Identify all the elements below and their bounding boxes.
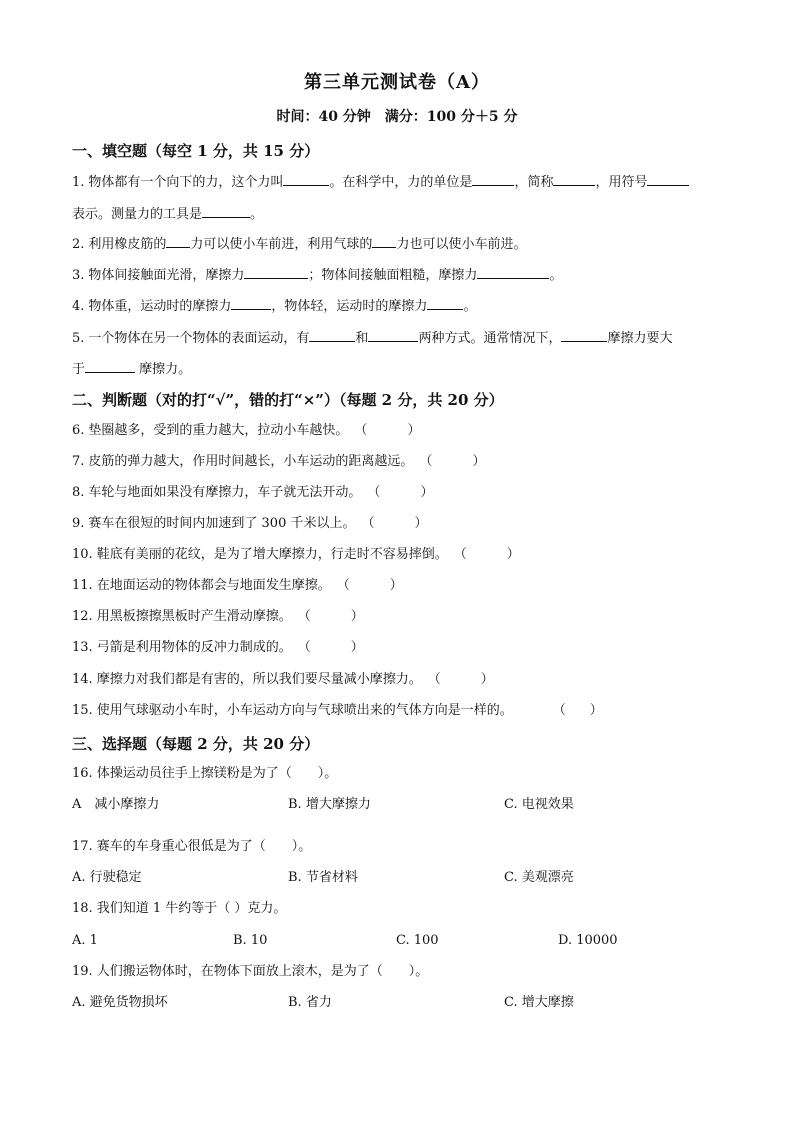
question-number: 10. <box>72 547 93 562</box>
question-text: 。 <box>250 207 264 222</box>
answer-blank[interactable] <box>372 234 396 248</box>
question-number: 3. <box>72 268 85 283</box>
option-c[interactable]: C. 电视效果 <box>504 797 574 812</box>
question-number: 16. <box>72 766 93 781</box>
answer-blank[interactable] <box>166 234 190 248</box>
question-number: 18. <box>72 901 93 916</box>
section-heading-true-false: 二、判断题（对的打“√”，错的打“×”）（每题 2 分，共 20 分） <box>72 391 504 409</box>
answer-parentheses[interactable]: （ ） <box>297 640 364 655</box>
question-5-line-2 <box>72 359 191 379</box>
question-number: 19. <box>72 964 93 979</box>
question-text: 在地面运动的物体都会与地面发生摩擦。 <box>96 578 331 593</box>
answer-blank[interactable] <box>477 265 549 279</box>
question-text: 摩擦力对我们都是有害的，所以我们要尽量减小摩擦力。 <box>96 672 422 687</box>
answer-blank[interactable] <box>553 172 595 186</box>
option-a[interactable]: A. 避免货物损坏 <box>72 995 168 1010</box>
question-text: 物体重，运动时的摩擦力 <box>88 299 232 314</box>
question-3 <box>72 265 562 285</box>
judge-question <box>72 577 403 595</box>
answer-blank[interactable] <box>244 265 308 279</box>
section-heading-multiple-choice: 三、选择题（每题 2 分，共 20 分） <box>72 735 320 753</box>
question-text: 垫圈越多，受到的重力越大，拉动小车越快。 <box>88 423 349 438</box>
question-text: ，物体轻，运动时的摩擦力 <box>271 299 428 314</box>
question-1-line-2 <box>72 204 263 224</box>
choice-question-16 <box>72 765 337 783</box>
answer-parentheses[interactable]: （ ） <box>361 516 428 531</box>
answer-blank[interactable] <box>85 359 135 373</box>
judge-question <box>72 639 364 657</box>
question-text: 。在科学中，力的单位是 <box>329 175 473 190</box>
judge-question <box>72 702 603 720</box>
answer-parentheses[interactable]: （ ） <box>367 485 434 500</box>
question-text: 使用气球驱动小车时，小车运动方向与气球喷出来的气体方向是一样的。 <box>96 703 513 718</box>
option-d[interactable]: D. 10000 <box>558 933 618 948</box>
option-c[interactable]: C. 增大摩擦 <box>504 995 574 1010</box>
question-number: 5. <box>72 331 85 346</box>
question-number: 7. <box>72 454 85 469</box>
question-text: 皮筋的弹力越大，作用时间越长，小车运动的距离越远。 <box>88 454 414 469</box>
question-number: 11. <box>72 578 93 593</box>
answer-blank[interactable] <box>368 328 418 342</box>
question-number: 12. <box>72 609 93 624</box>
question-text: 物体都有一个向下的力，这个力叫 <box>88 175 284 190</box>
option-b[interactable]: B. 节省材料 <box>288 870 358 885</box>
question-text: 赛车在很短的时间内加速到了 300 千米以上。 <box>88 516 356 531</box>
question-number: 14. <box>72 672 93 687</box>
exam-info: 时间：40 分钟 满分：100 分＋5 分 <box>276 109 518 125</box>
question-text: 物体间接触面光滑，摩擦力 <box>88 268 245 283</box>
answer-parentheses[interactable]: （ ） <box>552 703 603 718</box>
question-text: 赛车的车身重心很低是为了（ ）。 <box>96 839 312 854</box>
answer-blank[interactable] <box>231 296 271 310</box>
answer-blank[interactable] <box>472 172 514 186</box>
option-b[interactable]: B. 10 <box>233 933 268 948</box>
question-text: 两种方式。通常情况下， <box>418 331 562 346</box>
question-text: 表示。测量力的工具是 <box>72 207 203 222</box>
answer-parentheses[interactable]: （ ） <box>354 423 421 438</box>
question-text: ，简称 <box>514 175 554 190</box>
question-text: 摩擦力。 <box>135 362 192 377</box>
question-number: 1. <box>72 175 85 190</box>
question-text: 力也可以使小车前进。 <box>396 237 527 252</box>
question-number: 17. <box>72 839 93 854</box>
answer-parentheses[interactable]: （ ） <box>427 672 494 687</box>
choice-question-17 <box>72 838 311 856</box>
question-5-line-1 <box>72 328 672 348</box>
question-text: ，用符号 <box>595 175 648 190</box>
option-b[interactable]: B. 增大摩擦力 <box>288 797 371 812</box>
question-text: 人们搬运物体时，在物体下面放上滚木，是为了（ ）。 <box>96 964 429 979</box>
answer-blank[interactable] <box>647 172 689 186</box>
option-c[interactable]: C. 100 <box>396 933 439 948</box>
question-text: 力可以使小车前进，利用气球的 <box>190 237 373 252</box>
question-2 <box>72 234 526 254</box>
judge-question <box>72 546 520 564</box>
question-text: 鞋底有美丽的花纹，是为了增大摩擦力，行走时不容易摔倒。 <box>96 547 448 562</box>
question-number: 15. <box>72 703 93 718</box>
answer-blank[interactable] <box>561 328 607 342</box>
answer-blank[interactable] <box>283 172 329 186</box>
option-a[interactable]: A 减小摩擦力 <box>72 797 160 812</box>
question-text: 利用橡皮筋的 <box>88 237 167 252</box>
question-number: 9. <box>72 516 85 531</box>
judge-question <box>72 453 485 471</box>
question-text: 我们知道 1 牛约等于（ ）克力。 <box>96 901 287 916</box>
question-text: 车轮与地面如果没有摩擦力，车子就无法开动。 <box>88 485 362 500</box>
question-text: 一个物体在另一个物体的表面运动，有 <box>88 331 310 346</box>
judge-question <box>72 608 364 626</box>
answer-parentheses[interactable]: （ ） <box>297 609 364 624</box>
option-c[interactable]: C. 美观漂亮 <box>504 870 574 885</box>
section-heading-fill-in: 一、填空题（每空 1 分，共 15 分） <box>72 142 320 160</box>
judge-question <box>72 515 428 533</box>
question-text: 。 <box>549 268 563 283</box>
page-title: 第三单元测试卷（A） <box>304 72 490 93</box>
question-text: 弓箭是利用物体的反冲力制成的。 <box>96 640 292 655</box>
question-text: 。 <box>463 299 477 314</box>
question-text: 摩擦力要大 <box>607 331 673 346</box>
question-text: 用黑板擦擦黑板时产生滑动摩擦。 <box>96 609 292 624</box>
answer-blank[interactable] <box>309 328 355 342</box>
option-b[interactable]: B. 省力 <box>288 995 332 1010</box>
question-number: 4. <box>72 299 85 314</box>
answer-parentheses[interactable]: （ ） <box>336 578 403 593</box>
choice-question-18 <box>72 900 286 918</box>
option-a[interactable]: A. 行驶稳定 <box>72 870 142 885</box>
judge-question <box>72 671 494 689</box>
answer-parentheses[interactable]: （ ） <box>453 547 520 562</box>
question-number: 6. <box>72 423 85 438</box>
question-4 <box>72 296 476 316</box>
answer-blank[interactable] <box>427 296 463 310</box>
choice-question-19 <box>72 963 428 981</box>
question-number: 2. <box>72 237 85 252</box>
question-text: 和 <box>355 331 369 346</box>
question-text: ；物体间接触面粗糙，摩擦力 <box>308 268 478 283</box>
answer-parentheses[interactable]: （ ） <box>419 454 486 469</box>
option-a[interactable]: A. 1 <box>72 933 98 948</box>
question-text: 体操运动员往手上擦镁粉是为了（ ）。 <box>96 766 338 781</box>
judge-question <box>72 484 433 502</box>
answer-blank[interactable] <box>202 204 250 218</box>
question-number: 8. <box>72 485 85 500</box>
question-text: 于 <box>72 362 86 377</box>
question-number: 13. <box>72 640 93 655</box>
question-1-line-1 <box>72 172 689 192</box>
judge-question <box>72 422 420 440</box>
